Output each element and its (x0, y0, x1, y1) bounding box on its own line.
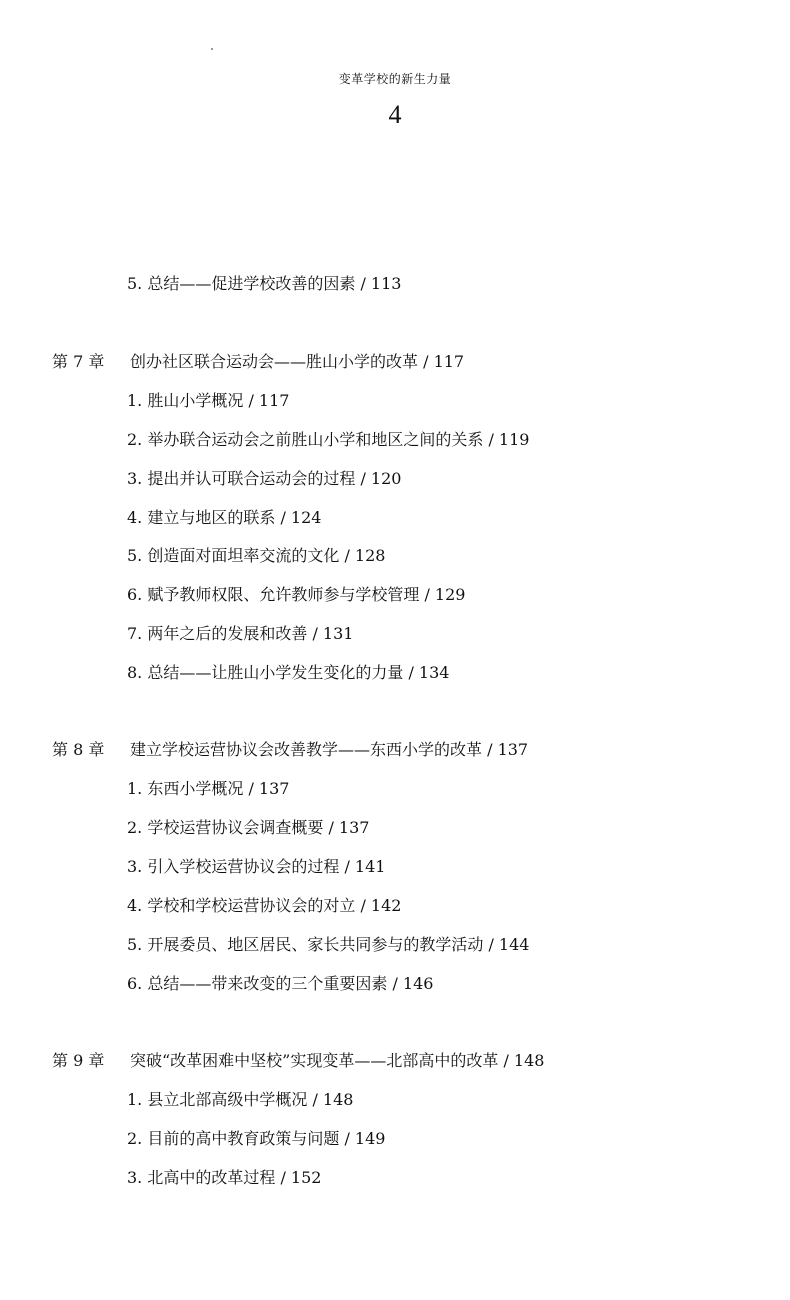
toc-section-entry[interactable]: 2. 目前的高中教育政策与问题 / 149 (127, 1129, 386, 1148)
toc-section-entry[interactable]: 3. 提出并认可联合运动会的过程 / 120 (127, 469, 402, 488)
toc-section-entry[interactable]: 8. 总结——让胜山小学发生变化的力量 / 134 (127, 663, 450, 682)
toc-section-entry[interactable]: 1. 胜山小学概况 / 117 (127, 391, 290, 410)
chapter-label: 第 7 章 (52, 352, 105, 371)
page-number: 4 (388, 100, 402, 129)
running-header: 变革学校的新生力量 (338, 72, 452, 86)
scan-speck (211, 48, 213, 50)
chapter-title-entry[interactable]: 突破“改革困难中坚校”实现变革——北部高中的改革 / 148 (130, 1051, 545, 1070)
toc-section-entry[interactable]: 5. 开展委员、地区居民、家长共同参与的教学活动 / 144 (127, 935, 530, 954)
chapter-title-entry[interactable]: 创办社区联合运动会——胜山小学的改革 / 117 (130, 352, 465, 371)
chapter-title-entry[interactable]: 建立学校运营协议会改善教学——东西小学的改革 / 137 (130, 740, 529, 759)
toc-section-entry[interactable]: 6. 总结——带来改变的三个重要因素 / 146 (127, 974, 434, 993)
toc-section-entry[interactable]: 7. 两年之后的发展和改善 / 131 (127, 624, 354, 643)
chapter-label: 第 9 章 (52, 1051, 105, 1070)
toc-section-entry[interactable]: 5. 创造面对面坦率交流的文化 / 128 (127, 546, 386, 565)
toc-section-entry[interactable]: 6. 赋予教师权限、允许教师参与学校管理 / 129 (127, 585, 466, 604)
toc-section-entry[interactable]: 4. 建立与地区的联系 / 124 (127, 508, 322, 527)
toc-section-entry[interactable]: 2. 举办联合运动会之前胜山小学和地区之间的关系 / 119 (127, 430, 530, 449)
toc-section-entry[interactable]: 4. 学校和学校运营协议会的对立 / 142 (127, 896, 402, 915)
toc-section-entry[interactable]: 1. 东西小学概况 / 137 (127, 779, 290, 798)
chapter-label: 第 8 章 (52, 740, 105, 759)
toc-section-entry[interactable]: 2. 学校运营协议会调查概要 / 137 (127, 818, 370, 837)
toc-section-entry[interactable]: 5. 总结——促进学校改善的因素 / 113 (127, 274, 402, 293)
toc-section-entry[interactable]: 3. 引入学校运营协议会的过程 / 141 (127, 857, 386, 876)
toc-section-entry[interactable]: 1. 县立北部高级中学概况 / 148 (127, 1090, 354, 1109)
toc-section-entry[interactable]: 3. 北高中的改革过程 / 152 (127, 1168, 322, 1187)
